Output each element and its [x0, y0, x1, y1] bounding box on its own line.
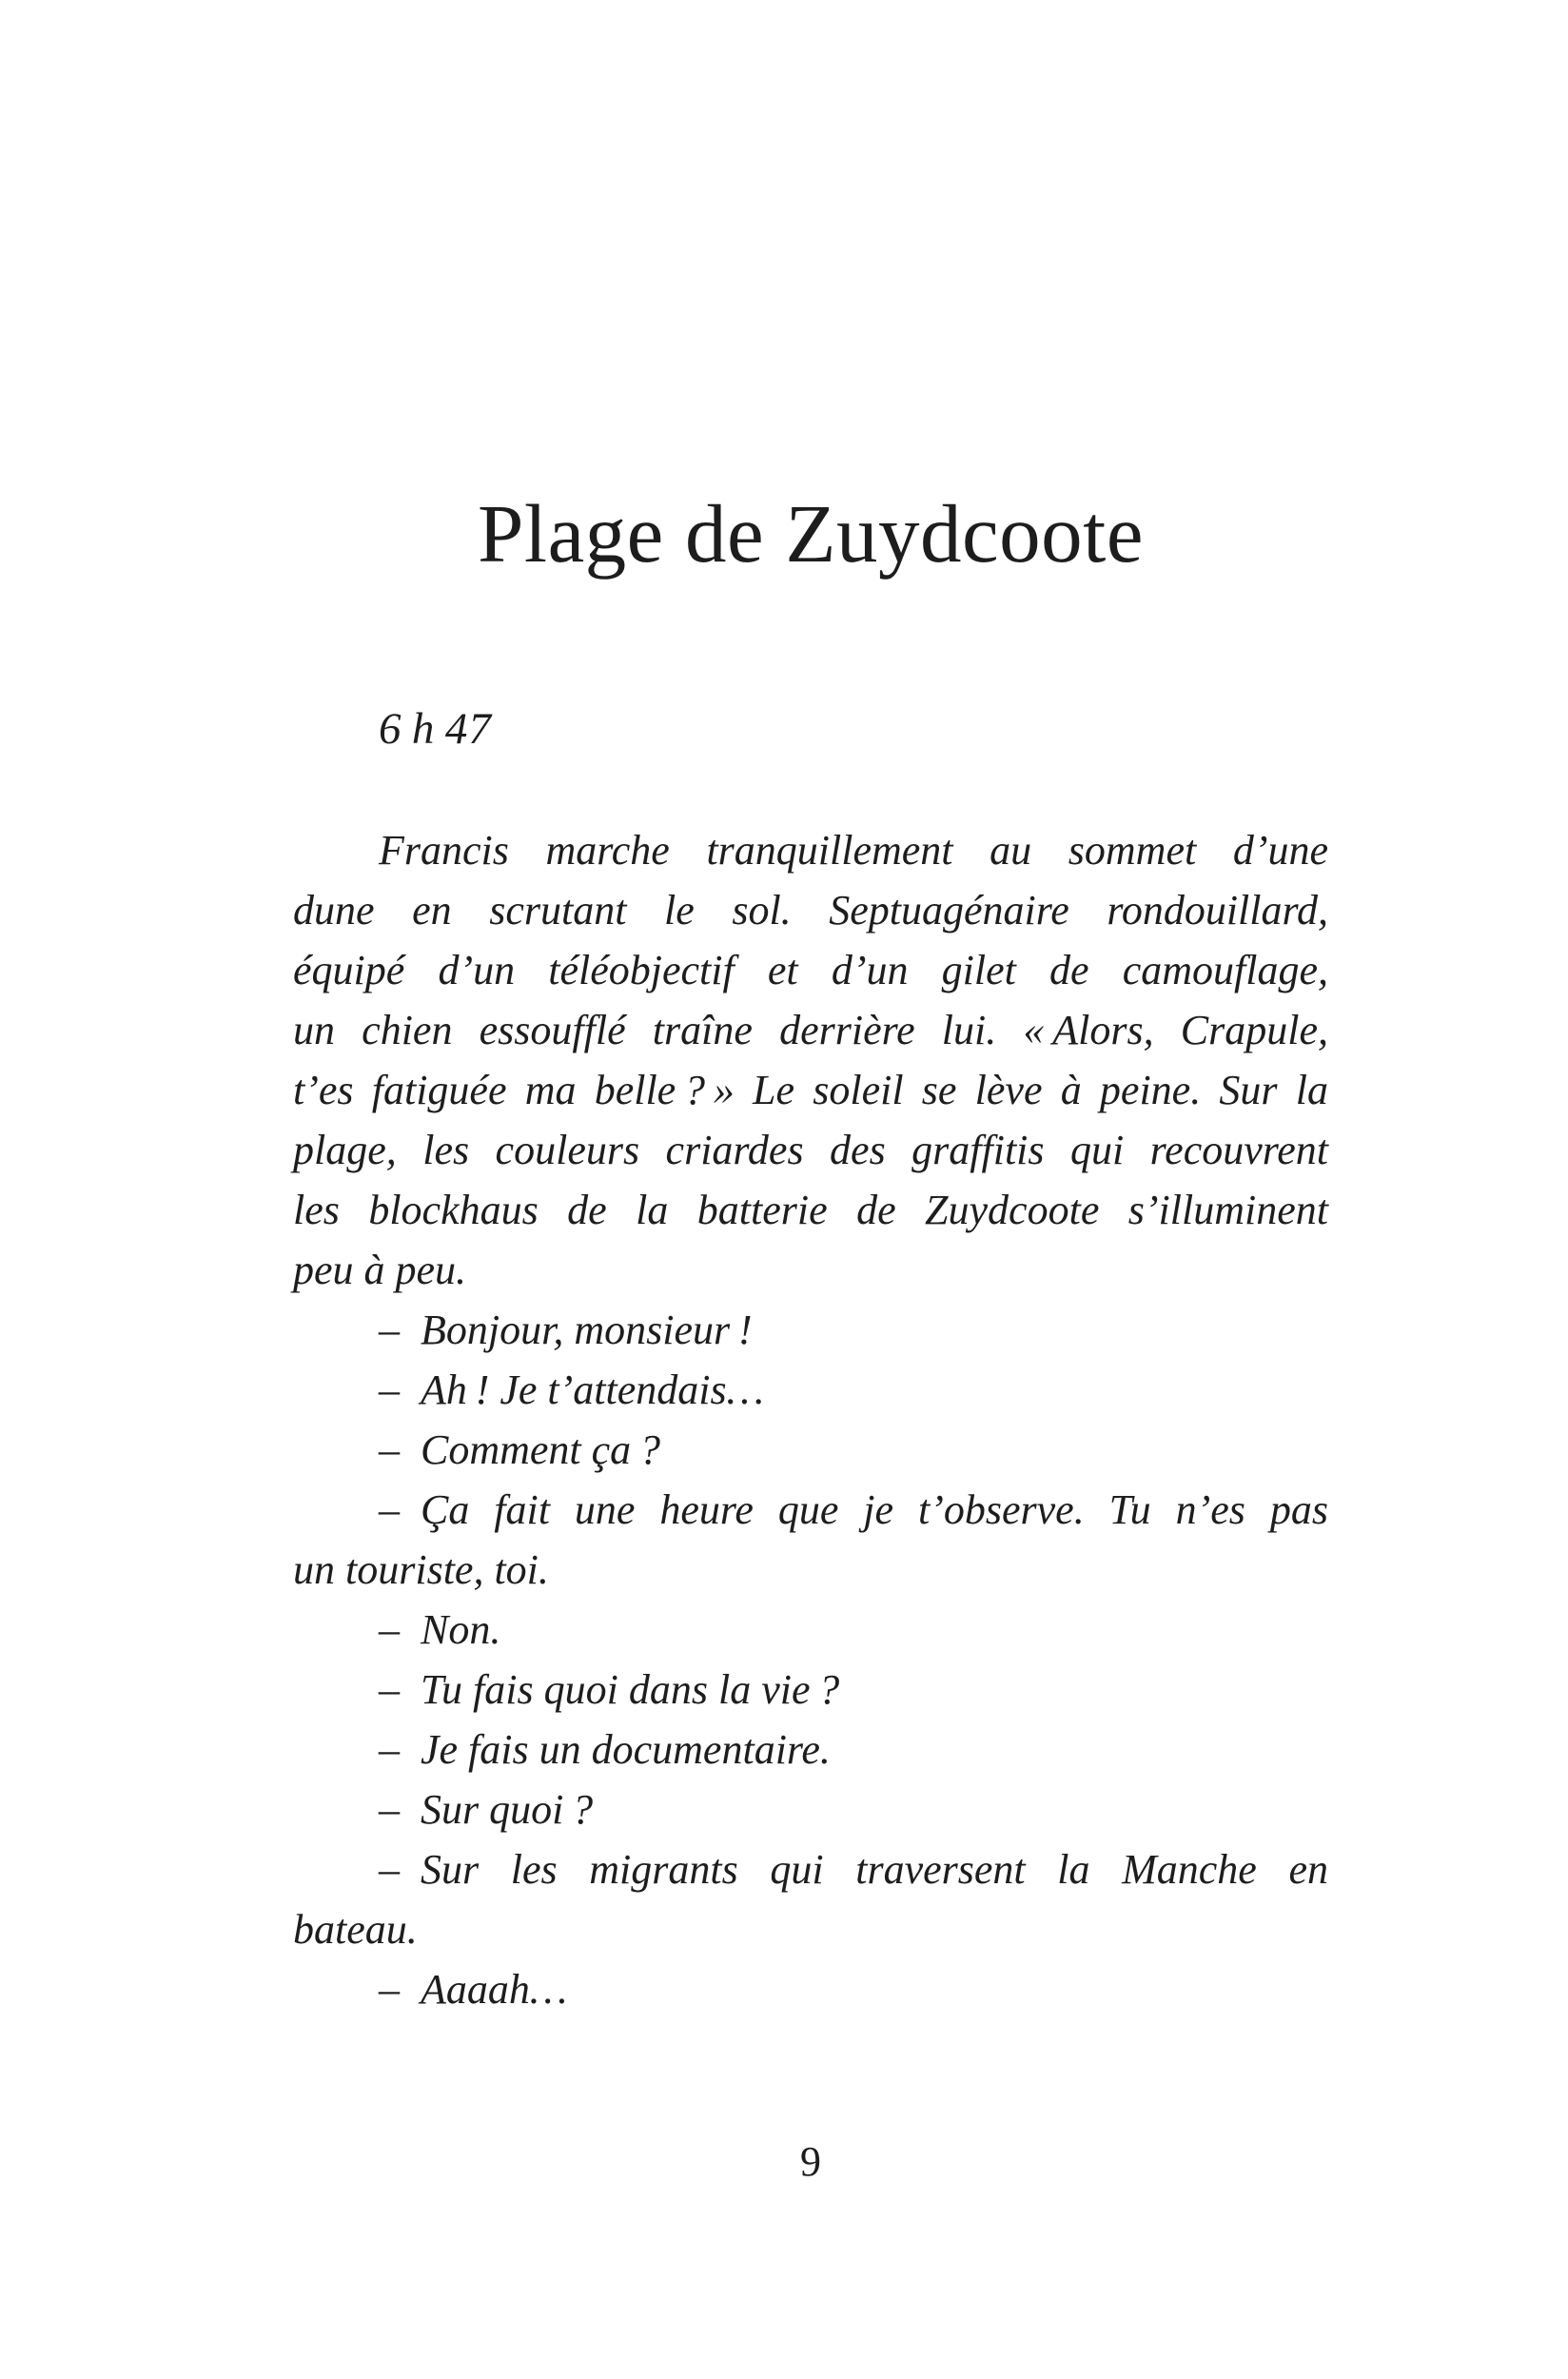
text-line-content: – Bonjour, monsieur ! [379, 1307, 753, 1353]
body-text [293, 820, 1328, 2019]
text-line [293, 1360, 1328, 1420]
text-line-content: t’es fatiguée ma belle ? » Le soleil se lève à peine. Sur la [293, 1067, 1328, 1113]
text-line-content: – Aaaah… [379, 1966, 567, 2013]
text-line-content: – Ah ! Je t’attendais… [379, 1366, 764, 1413]
text-line-content: – Sur quoi ? [379, 1786, 594, 1833]
text-column [293, 0, 1328, 2379]
text-line [293, 1660, 1328, 1720]
text-line [293, 1060, 1328, 1120]
text-line [293, 1420, 1328, 1480]
text-line [293, 1300, 1328, 1360]
text-line-content: dune en scrutant le sol. Septuagénaire rondouillard, [293, 887, 1328, 934]
text-line-content: équipé d’un téléobjectif et d’un gilet de camouflage, [293, 947, 1328, 993]
text-line-content: plage, les couleurs criardes des graffitis qui recouvrent [293, 1127, 1328, 1173]
text-line [293, 1540, 1328, 1600]
text-line [293, 1180, 1328, 1240]
text-line [293, 1779, 1328, 1839]
text-line-content: – Sur les migrants qui traversent la Manche en [379, 1846, 1328, 1893]
text-line-content: un chien essoufflé traîne derrière lui. « Alors, Crapule, [293, 1007, 1328, 1053]
text-line [293, 1839, 1328, 1899]
text-line-content: – Comment ça ? [379, 1426, 660, 1473]
text-line-content: – Ça fait une heure que je t’observe. Tu n’es pas [379, 1486, 1328, 1533]
text-line [293, 820, 1328, 880]
text-line [293, 1000, 1328, 1060]
text-line-content: un touriste, toi. [293, 1546, 549, 1593]
text-line-content: peu à peu. [293, 1247, 467, 1293]
chapter-title: Plage de Zuydcoote [478, 487, 1144, 580]
text-line-content: bateau. [293, 1906, 418, 1953]
text-line [293, 1720, 1328, 1779]
text-line [293, 1480, 1328, 1540]
text-line-content: les blockhaus de la batterie de Zuydcoote s’illuminent [293, 1187, 1328, 1233]
text-line [293, 940, 1328, 1000]
text-line-content: – Tu fais quoi dans la vie ? [379, 1666, 840, 1713]
text-line-content: Francis marche tranquillement au sommet d’une [379, 827, 1328, 874]
text-line [293, 1120, 1328, 1180]
time-heading: 6 h 47 [379, 704, 492, 754]
text-line-content: – Non. [379, 1606, 501, 1653]
text-line-content: – Je fais un documentaire. [379, 1726, 831, 1773]
text-line [293, 1959, 1328, 2019]
text-line [293, 1899, 1328, 1959]
page-number: 9 [800, 2138, 821, 2185]
text-line [293, 880, 1328, 940]
text-line [293, 1240, 1328, 1300]
text-line [293, 1600, 1328, 1660]
